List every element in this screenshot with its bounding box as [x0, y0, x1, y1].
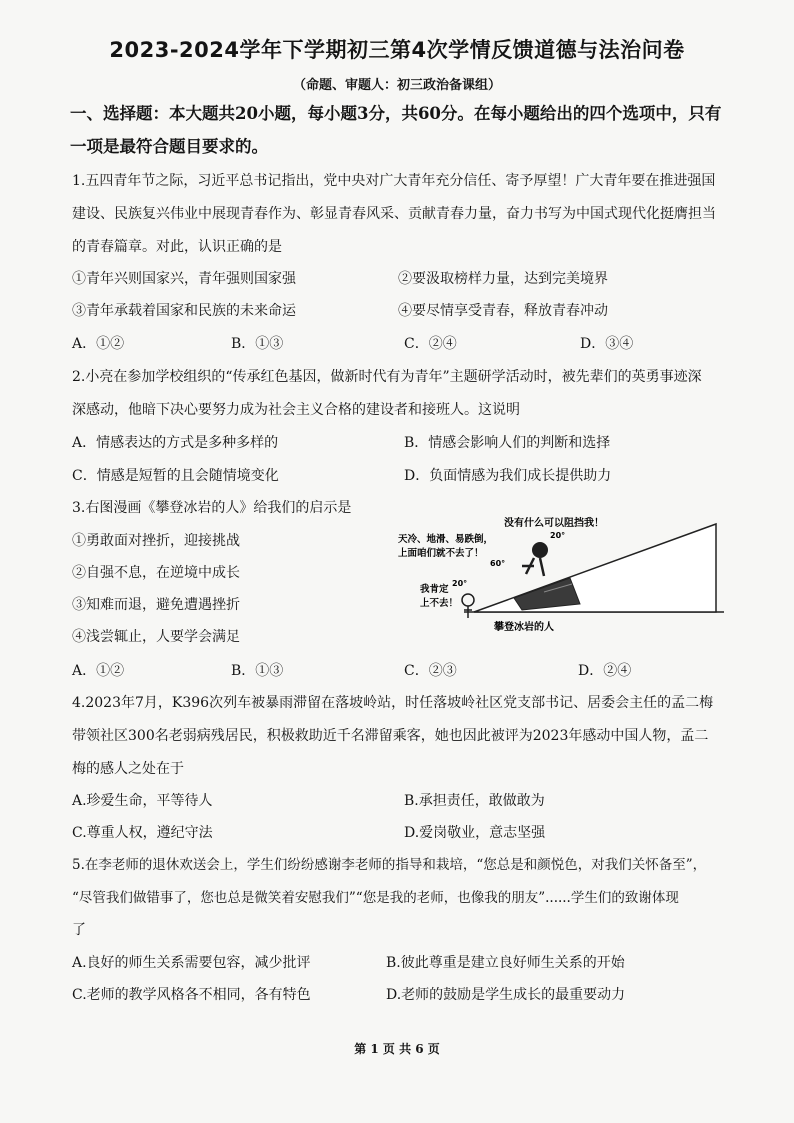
q3-option-a: A．①② — [72, 663, 125, 679]
q1-stem-line3: 的青春篇章。对此，认识正确的是 — [72, 239, 282, 255]
q5-option-c: C.老师的教学风格各不相同，各有特色 — [72, 987, 311, 1003]
q4-stem-line2: 带领社区300名老弱病残居民，积极救助近千名滞留乘客，她也因此被评为2023年感动中国人物，孟二 — [72, 728, 709, 744]
q1-statement-2: ②要汲取榜样力量，达到完美境界 — [398, 271, 608, 287]
q1-option-c: C．②④ — [404, 336, 457, 352]
q1-statement-3: ③青年承载着国家和民族的未来命运 — [72, 303, 296, 319]
cartoon-caption: 攀登冰岩的人 — [494, 622, 554, 633]
q4-option-d: D.爱岗敬业，意志坚强 — [404, 825, 546, 841]
q2-option-c: C．情感是短暂的且会随情境变化 — [72, 468, 279, 484]
q4-option-a: A.珍爱生命，平等待人 — [72, 793, 213, 809]
q5-option-d: D.老师的鼓励是学生成长的最重要动力 — [386, 987, 626, 1003]
q3-option-d: D．②④ — [578, 663, 632, 679]
page-title: 2023-2024学年下学期初三第4次学情反馈道德与法治问卷 — [109, 38, 685, 62]
page-number-footer: 第 1 页 共 6 页 — [354, 1042, 440, 1056]
cartoon-climbing-ice-rock — [394, 514, 734, 636]
q3-statement-3: ③知难而退，避免遭遇挫折 — [72, 597, 240, 613]
q4-stem-line1: 4.2023年7月，K396次列车被暴雨滞留在落坡岭站，时任落坡岭社区党支部书记、居委会主任的孟二梅 — [72, 695, 714, 711]
q1-statement-4: ④要尽情享受青春，释放青春冲动 — [398, 303, 608, 319]
q4-option-b: B.承担责任，敢做敢为 — [404, 793, 545, 809]
q2-stem-line2: 深感动，他暗下决心要努力成为社会主义合格的建设者和接班人。这说明 — [72, 402, 520, 418]
q5-option-b: B.彼此尊重是建立良好师生关系的开始 — [386, 955, 625, 971]
q3-option-c: C．②③ — [404, 663, 457, 679]
q3-statement-4: ④浅尝辄止，人要学会满足 — [72, 629, 240, 645]
cartoon-speech-left-1: 天冷、地滑、易跌倒， — [398, 534, 494, 545]
q3-option-b: B．①③ — [231, 663, 284, 679]
q2-stem-line1: 2.小亮在参加学校组织的“传承红色基因，做新时代有为青年”主题研学活动时，被先辈们的英勇事迹深 — [72, 369, 702, 385]
cartoon-rock-shadow — [514, 578, 580, 610]
q5-stem-line2: “尽管我们做错事了，您也总是微笑着安慰我们”“您是我的老师，也像我的朋友”......学生们的致谢体现 — [72, 890, 679, 906]
q1-option-b: B．①③ — [231, 336, 284, 352]
q2-option-d: D．负面情感为我们成长提供助力 — [404, 468, 612, 484]
cartoon-degree-low: 20° — [452, 579, 468, 588]
q1-stem-line1: 1.五四青年节之际，习近平总书记指出，党中央对广大青年充分信任、寄予厚望！广大青年要在推进强国 — [72, 173, 716, 189]
q1-option-d: D．③④ — [580, 336, 634, 352]
cartoon-speech-top: 没有什么可以阻挡我！ — [504, 518, 604, 529]
q1-option-a: A．①② — [72, 336, 125, 352]
cartoon-climber-body — [522, 558, 544, 576]
section-heading-line2: 一项是最符合题目要求的。 — [70, 137, 268, 156]
q5-stem-line1: 5.在李老师的退休欢送会上，学生们纷纷感谢李老师的指导和栽培，“您总是和颜悦色，对我们关怀备至”， — [72, 857, 707, 873]
cartoon-bystander-head — [462, 594, 474, 606]
q4-stem-line3: 梅的感人之处在于 — [72, 761, 184, 777]
q2-option-b: B．情感会影响人们的判断和选择 — [404, 435, 611, 451]
q5-option-a: A.良好的师生关系需要包容，减少批评 — [72, 955, 311, 971]
q2-option-a: A．情感表达的方式是多种多样的 — [72, 435, 279, 451]
cartoon-speech-left-2: 上面咱们就不去了！ — [398, 548, 484, 559]
cartoon-degree-top: 20° — [550, 531, 566, 540]
q1-stem-line2: 建设、民族复兴伟业中展现青春作为、彰显青春风采、贡献青春力量，奋力书写为中国式现代化挺膺担当 — [72, 206, 716, 222]
cartoon-ice-slope — [474, 524, 716, 612]
q3-statement-2: ②自强不息，在逆境中成长 — [72, 565, 240, 581]
cartoon-speech-low-2: 上不去！ — [420, 598, 459, 609]
q1-statement-1: ①青年兴则国家兴，青年强则国家强 — [72, 271, 296, 287]
cartoon-speech-low-1: 我肯定 — [420, 584, 449, 595]
q3-statement-1: ①勇敢面对挫折，迎接挑战 — [72, 533, 240, 549]
q3-stem-line1: 3.右图漫画《攀登冰岩的人》给我们的启示是 — [72, 500, 352, 516]
section-heading-line1: 一、选择题：本大题共20小题，每小题3分，共60分。在每小题给出的四个选项中，只有 — [70, 104, 722, 123]
page-subtitle: （命题、审题人：初三政治备课组） — [292, 78, 501, 93]
cartoon-climber-head — [532, 542, 548, 558]
q4-option-c: C.尊重人权，遵纪守法 — [72, 825, 213, 841]
q5-stem-line3: 了 — [72, 922, 86, 938]
cartoon-degree-mid: 60° — [490, 559, 506, 568]
